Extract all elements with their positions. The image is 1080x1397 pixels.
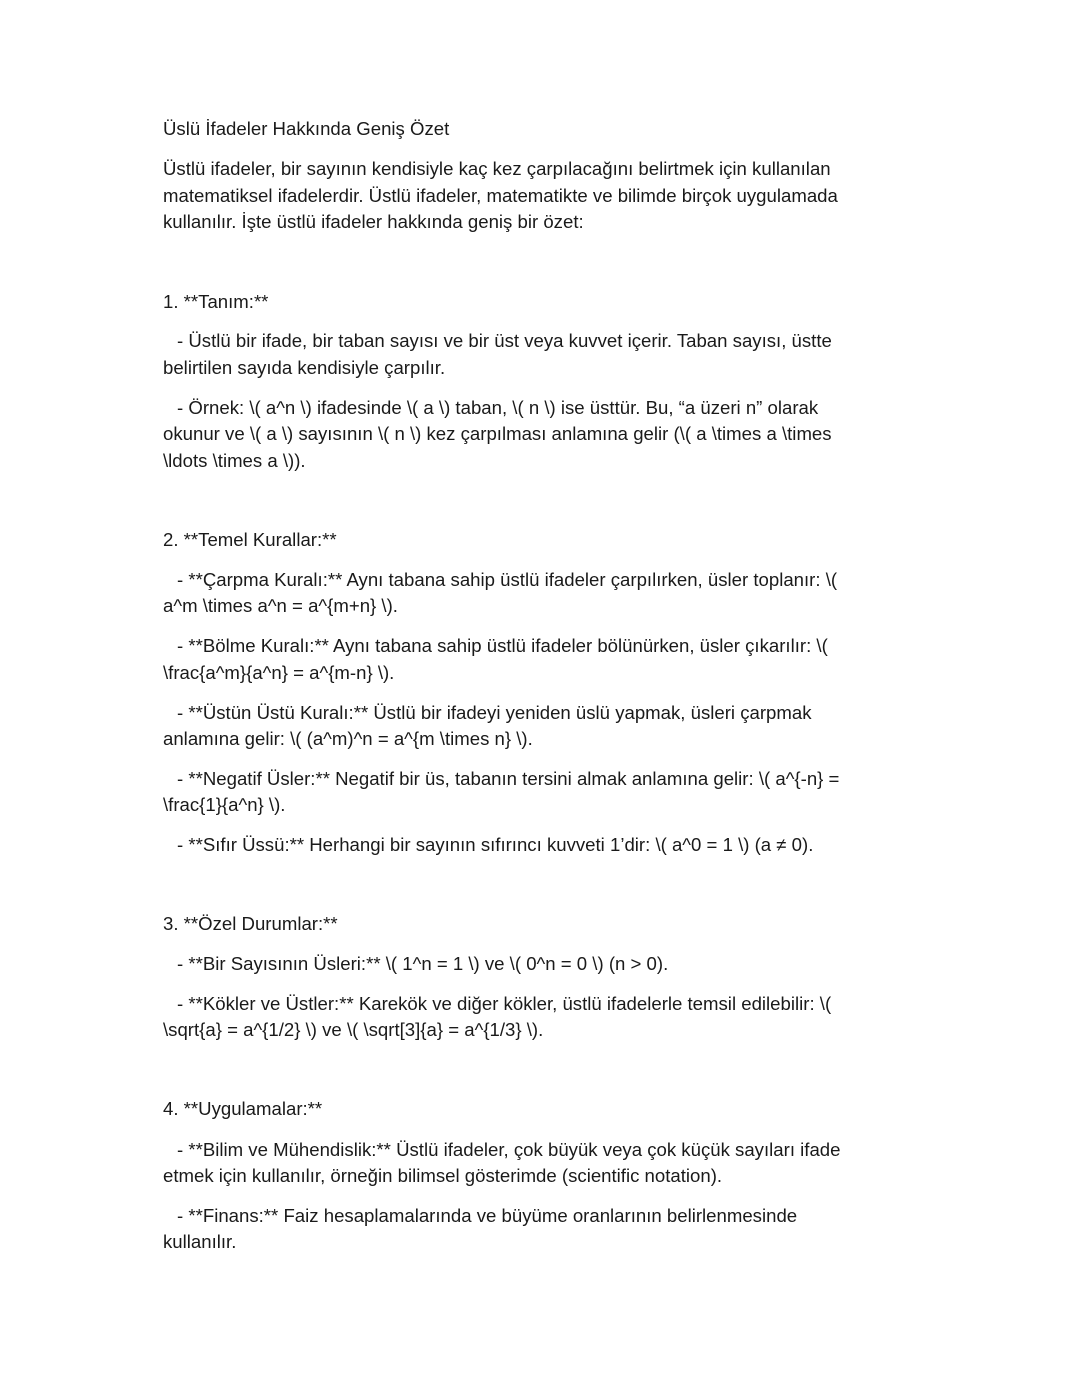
document-title: Üslü İfadeler Hakkında Geniş Özet [163,118,450,139]
bullet-line: \frac{a^m}{a^n} = a^{m-n} \). [163,662,395,683]
bullet-line: - **Kökler ve Üstler:** Karekök ve diğer kökler, üstlü ifadelerle temsil edilebilir: \( [177,993,832,1014]
bullet-line: - **Negatif Üsler:** Negatif bir üs, tabanın tersini almak anlamına gelir: \( a^{-n} = [177,768,840,789]
intro-line: Üstlü ifadeler, bir sayının kendisiyle kaç kez çarpılacağını belirtmek için kullanılan [163,158,831,179]
bullet-line: \sqrt{a} = a^{1/2} \) ve \( \sqrt[3]{a} = a^{1/3} \). [163,1019,544,1040]
bullet-line: - **Üstün Üstü Kuralı:** Üstlü bir ifadeyi yeniden üslü yapmak, üsleri çarpmak [177,702,812,723]
bullet-line: anlamına gelir: \( (a^m)^n = a^{m \times n} \). [163,728,533,749]
bullet-line: - **Bir Sayısının Üsleri:** \( 1^n = 1 \) ve \( 0^n = 0 \) (n > 0). [177,953,669,974]
bullet-line: - **Çarpma Kuralı:** Aynı tabana sahip üstlü ifadeler çarpılırken, üsler toplanır: \( [177,569,838,590]
intro-line: kullanılır. İşte üstlü ifadeler hakkında geniş bir özet: [163,211,584,232]
bullet-line: a^m \times a^n = a^{m+n} \). [163,595,398,616]
bullet-line: - Üstlü bir ifade, bir taban sayısı ve bir üst veya kuvvet içerir. Taban sayısı, üstte [177,330,832,351]
bullet-line: - Örnek: \( a^n \) ifadesinde \( a \) taban, \( n \) ise üsttür. Bu, “a üzeri n” olarak [177,397,819,418]
bullet-line: etmek için kullanılır, örneğin bilimsel gösterimde (scientific notation). [163,1165,723,1186]
bullet-line: okunur ve \( a \) sayısının \( n \) kez çarpılması anlamına gelir (\( a \times a \times [163,423,832,444]
bullet-line: belirtilen sayıda kendisiyle çarpılır. [163,357,446,378]
bullet-line: - **Bölme Kuralı:** Aynı tabana sahip üstlü ifadeler bölünürken, üsler çıkarılır: \( [177,635,828,656]
section-heading-ozel-durumlar: 3. **Özel Durumlar:** [163,913,338,934]
bullet-line: \frac{1}{a^n} \). [163,794,286,815]
bullet-line: - **Bilim ve Mühendislik:** Üstlü ifadeler, çok büyük veya çok küçük sayıları ifade [177,1139,841,1160]
bullet-line: kullanılır. [163,1231,237,1252]
intro-line: matematiksel ifadelerdir. Üstlü ifadeler, matematikte ve bilimde birçok uygulamada [163,185,838,206]
bullet-line: - **Finans:** Faiz hesaplamalarında ve büyüme oranlarının belirlenmesinde [177,1205,798,1226]
section-heading-uygulamalar: 4. **Uygulamalar:** [163,1098,323,1119]
section-heading-tanim: 1. **Tanım:** [163,291,269,312]
bullet-line: - **Sıfır Üssü:** Herhangi bir sayının sıfırıncı kuvveti 1’dir: \( a^0 = 1 \) (a ≠ 0). [177,834,814,855]
section-heading-temel-kurallar: 2. **Temel Kurallar:** [163,529,337,550]
bullet-line: \ldots \times a \)). [163,450,306,471]
